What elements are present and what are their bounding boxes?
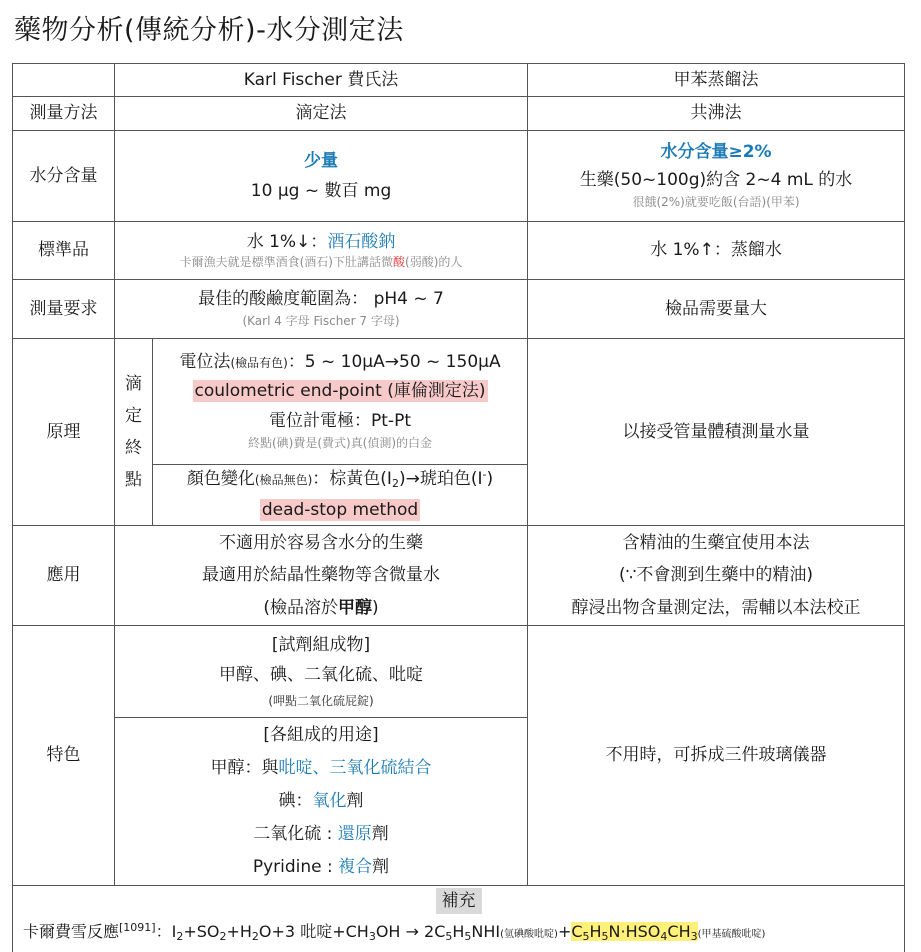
row-standard [13,222,905,280]
principle-p2-text-3: ) [486,468,494,489]
standard-a-note-1: 卡爾漁夫就是標準酒食(酒石)下肚講話微 [179,254,393,269]
principle-p1-note: 終點(碘)費是(費式)真(偵測)的白金 [247,435,433,450]
principle-p1-electrode: 電位計電極：Pt-Pt [269,410,411,431]
features-reagents [115,626,528,718]
endpoint-char: 定 [125,406,142,426]
eq-part: OH → 2C [375,922,446,942]
principle-potentiometric [153,339,528,465]
principle-p1-pink-line [153,381,527,402]
eq-sub: 5 [445,930,453,944]
row-supplement [13,886,905,952]
features-reagent-list: 甲醇、碘、二氧化硫、吡啶 [219,665,423,685]
row-requirement [13,280,905,339]
eq-sub: 2 [176,930,184,944]
requirement-a-note: (Karl 4 字母 Fischer 7 字母) [242,314,400,329]
eq-part: CH [667,922,691,942]
header-toluene-distillation: 甲苯蒸餾法 [528,64,905,97]
water-b-highlight: 水分含量≥2% [660,142,772,163]
principle-p1-text: ：5 ~ 10μA→50 ~ 150μA [287,352,501,373]
application-a-line2: 最適用於結晶性藥物等含微量水 [202,565,440,586]
row-label-method: 測量方法 [13,97,115,131]
method-a: 滴定法 [115,97,528,131]
standard-a-highlight: 酒石酸鈉 [327,231,396,252]
supplement-cell [13,886,905,952]
application-a-line3-prefix: (檢品溶於 [263,597,338,618]
eq-sub: 5 [582,930,590,944]
application-b-line1: 含精油的生藥宜使用本法 [622,533,810,554]
principle-p1-pink: coulometric end-point (庫倫測定法) [194,381,486,402]
standard-a-note-2: (弱酸)的人 [405,254,463,269]
features-use3-prefix: 二氧化硫 : [253,824,338,845]
features-reagent-title: [試劑組成物] [271,635,371,656]
standard-a [115,222,528,280]
water-a-text: 10 μg ~ 數百 mg [250,181,392,201]
features-use3-suffix: 劑 [371,824,389,845]
standard-a-line [115,231,527,253]
application-b-line3: 醇浸出物含量測定法，需輔以本法校正 [571,597,861,618]
principle-p2-pink-line [153,500,527,521]
comparison-table [12,63,905,952]
row-principle-1 [13,339,905,465]
features-use4-suffix: 劑 [372,857,390,878]
requirement-b: 檢品需要量大 [528,280,905,339]
row-water [13,131,905,222]
endpoint-char: 點 [125,470,142,490]
application-a-line3 [115,592,527,624]
eq-product-highlight [571,922,698,944]
principle-p2-small: (檢品無色) [254,472,313,487]
principle-p2-sub: 2 [391,476,399,490]
eq-part: H [589,922,602,942]
principle-p2-line [153,469,527,490]
water-a-highlight: 少量 [304,150,338,171]
eq-note: (甲基硫酸吡啶) [697,929,766,941]
principle-p2-sup: - [482,467,487,481]
features-use2-blue: 氧化 [312,790,347,811]
requirement-a-text: 最佳的酸鹼度範圍為： pH4 ~ 7 [198,289,444,310]
principle-color-change [153,465,528,526]
supplement-label: 補充 [436,888,482,914]
eq-sub: 4 [660,930,668,944]
eq-sub: 3 [368,930,376,944]
eq-sub: 3 [690,930,698,944]
features-use3 [115,818,527,851]
application-b [528,526,905,626]
row-application [13,526,905,626]
standard-b: 水 1%↑：蒸餾水 [528,222,905,280]
features-b: 不用時，可拆成三件玻璃儀器 [528,626,905,886]
application-a [115,526,528,626]
method-b: 共沸法 [528,97,905,131]
features-uses [115,718,528,886]
reaction-ref: [1091] [119,921,156,935]
header-karl-fischer: Karl Fischer 費氏法 [115,64,528,97]
endpoint-char: 終 [125,438,142,458]
row-label-water: 水分含量 [13,131,115,222]
features-use4-blue: 複合 [338,857,373,878]
principle-p2-pink: dead-stop method [261,500,419,520]
endpoint-char: 滴 [125,374,142,394]
eq-sub: 5 [601,930,609,944]
features-use1-blue: 吡啶、三氧化硫結合 [278,757,432,778]
row-features-1 [13,626,905,718]
features-use2 [115,785,527,818]
eq-sub: 2 [219,930,227,944]
principle-p2-text-2: )→琥珀色(I [398,468,483,489]
eq-sub: 2 [251,930,259,944]
features-use4 [115,851,527,884]
water-b [528,131,905,222]
principle-p1-prefix: 電位法 [179,352,231,373]
page-title: 藥物分析(傳統分析)-水分測定法 [14,15,404,46]
principle-p1-line [153,352,527,373]
eq-part: C [571,922,583,942]
endpoint-vertical-label [115,339,153,526]
corner-cell [13,64,115,97]
features-use1 [115,752,527,785]
features-use4-prefix: Pyridine : [252,857,339,878]
row-method [13,97,905,131]
row-label-application: 應用 [13,526,115,626]
water-b-text: 生藥(50~100g)約含 2~4 mL 的水 [579,170,853,191]
water-b-note: 很餓(2%)就要吃飯(台語)(甲苯) [632,195,800,210]
principle-p2-prefix: 顏色變化 [186,468,255,489]
eq-part: +SO [183,922,220,942]
row-label-features: 特色 [13,626,115,886]
principle-p2-text-1: ：棕黃色(I [312,468,392,489]
header-row [13,64,905,97]
eq-part: + [557,922,572,942]
eq-part: NHI [471,922,501,942]
application-a-line3-suffix: ) [372,597,379,618]
reaction-name: 卡爾費雪反應 [23,922,120,942]
requirement-a [115,280,528,339]
standard-a-note [115,255,527,271]
principle-b: 以接受管量體積測量水量 [528,339,905,526]
eq-note: (氫碘酸吡啶) [500,929,558,941]
application-a-line3-bold: 甲醇 [338,597,372,618]
eq-part: ：I [155,922,177,942]
eq-part: +H [226,922,252,942]
water-a [115,131,528,222]
features-use3-blue: 還原 [337,824,372,845]
standard-a-note-red: 酸 [393,254,406,269]
row-label-requirement: 測量要求 [13,280,115,339]
row-label-principle: 原理 [13,339,115,526]
eq-part: H [452,922,465,942]
eq-part: N·HSO [608,922,661,942]
application-a-line1: 不適用於容易含水分的生藥 [219,533,423,554]
supplement-label-wrap [13,888,904,914]
supplement-equation [23,922,904,943]
eq-part: O+3 吡啶+CH [258,922,369,942]
features-use2-prefix: 碘： [278,790,313,811]
eq-sub: 5 [464,930,472,944]
features-reagent-note: (呷點二氧化硫屁錠) [268,693,374,708]
features-use-title: [各組成的用途] [263,724,379,745]
features-use2-suffix: 劑 [346,790,364,811]
application-b-line2: (∵不會測到生藥中的精油) [618,565,814,586]
principle-p1-small: (檢品有色) [230,356,288,371]
features-use1-prefix: 甲醇：與 [210,757,279,778]
standard-a-prefix: 水 1%↓： [246,231,328,252]
row-label-standard: 標準品 [13,222,115,280]
